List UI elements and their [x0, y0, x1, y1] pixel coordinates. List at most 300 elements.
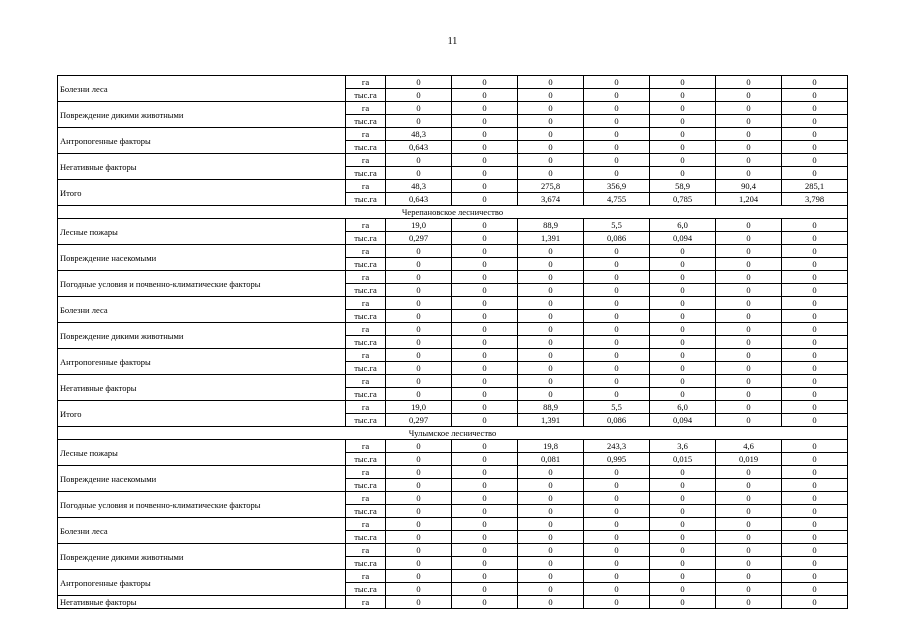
unit-cell: га: [346, 154, 386, 167]
value-cell: 0: [452, 193, 518, 206]
section-header-label: Черепановское лесничество: [58, 206, 848, 219]
row-label: Итого: [58, 401, 346, 427]
value-cell: 0: [452, 128, 518, 141]
value-cell: 3,798: [782, 193, 848, 206]
value-cell: 0: [584, 583, 650, 596]
value-cell: 0: [518, 167, 584, 180]
value-cell: 0: [452, 362, 518, 375]
value-cell: 0: [518, 375, 584, 388]
value-cell: 0: [518, 336, 584, 349]
value-cell: 0: [782, 128, 848, 141]
value-cell: 0: [716, 219, 782, 232]
value-cell: 0: [452, 245, 518, 258]
value-cell: 3,674: [518, 193, 584, 206]
unit-cell: га: [346, 271, 386, 284]
value-cell: 0,086: [584, 232, 650, 245]
value-cell: 0: [584, 596, 650, 609]
value-cell: 0: [386, 362, 452, 375]
value-cell: 0: [386, 89, 452, 102]
unit-cell: тыс.га: [346, 479, 386, 492]
table-row: [58, 180, 848, 193]
value-cell: 0: [518, 596, 584, 609]
value-cell: 0: [386, 154, 452, 167]
value-cell: 0: [650, 102, 716, 115]
value-cell: 0: [782, 570, 848, 583]
unit-cell: тыс.га: [346, 336, 386, 349]
unit-cell: га: [346, 180, 386, 193]
value-cell: 0: [584, 167, 650, 180]
value-cell: 0: [452, 414, 518, 427]
value-cell: 0: [584, 297, 650, 310]
value-cell: 0: [716, 557, 782, 570]
value-cell: 0: [452, 297, 518, 310]
value-cell: 0: [518, 323, 584, 336]
value-cell: 243,3: [584, 440, 650, 453]
value-cell: 0: [452, 466, 518, 479]
value-cell: 0: [782, 544, 848, 557]
value-cell: 6,0: [650, 219, 716, 232]
value-cell: 0: [452, 479, 518, 492]
value-cell: 5,5: [584, 219, 650, 232]
value-cell: 19,0: [386, 401, 452, 414]
unit-cell: га: [346, 102, 386, 115]
table-row: [58, 401, 848, 414]
value-cell: 0: [716, 570, 782, 583]
section-header-row: [58, 427, 848, 440]
value-cell: 0: [650, 141, 716, 154]
table-row: [58, 245, 848, 258]
unit-cell: тыс.га: [346, 414, 386, 427]
value-cell: 0: [386, 297, 452, 310]
value-cell: 0: [452, 323, 518, 336]
unit-cell: га: [346, 323, 386, 336]
value-cell: 0: [716, 323, 782, 336]
row-label: Болезни леса: [58, 518, 346, 544]
value-cell: 0: [584, 89, 650, 102]
value-cell: 0: [518, 297, 584, 310]
value-cell: 0: [518, 570, 584, 583]
unit-cell: га: [346, 401, 386, 414]
value-cell: 88,9: [518, 401, 584, 414]
value-cell: 0: [584, 349, 650, 362]
value-cell: 0: [650, 544, 716, 557]
row-label: Негативные факторы: [58, 375, 346, 401]
unit-cell: га: [346, 245, 386, 258]
unit-cell: га: [346, 544, 386, 557]
row-label: Итого: [58, 180, 346, 206]
value-cell: 0: [386, 596, 452, 609]
row-label: Повреждение дикими животными: [58, 102, 346, 128]
value-cell: 0: [452, 544, 518, 557]
value-cell: 0: [716, 388, 782, 401]
unit-cell: тыс.га: [346, 232, 386, 245]
row-label: Антропогенные факторы: [58, 349, 346, 375]
value-cell: 0: [518, 128, 584, 141]
page-number: 11: [447, 36, 458, 47]
value-cell: 0: [716, 258, 782, 271]
value-cell: 0: [452, 570, 518, 583]
unit-cell: га: [346, 570, 386, 583]
value-cell: 0: [386, 570, 452, 583]
value-cell: 0,995: [584, 453, 650, 466]
value-cell: 90,4: [716, 180, 782, 193]
unit-cell: га: [346, 128, 386, 141]
value-cell: 0,643: [386, 193, 452, 206]
unit-cell: га: [346, 440, 386, 453]
value-cell: 88,9: [518, 219, 584, 232]
value-cell: 0: [386, 323, 452, 336]
value-cell: 0: [650, 167, 716, 180]
value-cell: 0: [584, 271, 650, 284]
value-cell: 0: [452, 271, 518, 284]
value-cell: 0: [452, 102, 518, 115]
value-cell: 0: [518, 115, 584, 128]
row-label: Повреждение дикими животными: [58, 323, 346, 349]
value-cell: 0: [716, 466, 782, 479]
value-cell: 1,204: [716, 193, 782, 206]
value-cell: 0,094: [650, 232, 716, 245]
value-cell: 0: [716, 128, 782, 141]
value-cell: 19,0: [386, 219, 452, 232]
value-cell: 0: [650, 375, 716, 388]
table-row: [58, 544, 848, 557]
value-cell: 0: [518, 310, 584, 323]
unit-cell: тыс.га: [346, 505, 386, 518]
table-row: [58, 323, 848, 336]
row-label: Негативные факторы: [58, 596, 346, 609]
row-label: Болезни леса: [58, 76, 346, 102]
value-cell: 0: [452, 310, 518, 323]
value-cell: 0: [650, 154, 716, 167]
value-cell: 0: [782, 388, 848, 401]
unit-cell: га: [346, 596, 386, 609]
value-cell: 0: [452, 89, 518, 102]
value-cell: 0: [452, 349, 518, 362]
value-cell: 0,015: [650, 453, 716, 466]
value-cell: 0: [584, 362, 650, 375]
value-cell: 285,1: [782, 180, 848, 193]
value-cell: 0: [452, 115, 518, 128]
value-cell: 0: [386, 284, 452, 297]
table-row: [58, 518, 848, 531]
value-cell: 0: [782, 284, 848, 297]
value-cell: 0: [782, 401, 848, 414]
value-cell: 0: [518, 388, 584, 401]
value-cell: 5,5: [584, 401, 650, 414]
value-cell: 0: [452, 219, 518, 232]
value-cell: 4,6: [716, 440, 782, 453]
table-row: [58, 128, 848, 141]
value-cell: 0: [650, 284, 716, 297]
value-cell: 0: [386, 557, 452, 570]
value-cell: 0: [650, 245, 716, 258]
unit-cell: тыс.га: [346, 141, 386, 154]
value-cell: 0: [452, 232, 518, 245]
value-cell: 0: [716, 505, 782, 518]
table-row: [58, 219, 848, 232]
value-cell: 0: [650, 596, 716, 609]
value-cell: 0: [782, 414, 848, 427]
value-cell: 0: [518, 518, 584, 531]
value-cell: 0: [386, 466, 452, 479]
row-label: Болезни леса: [58, 297, 346, 323]
unit-cell: га: [346, 76, 386, 89]
value-cell: 0: [716, 297, 782, 310]
value-cell: 356,9: [584, 180, 650, 193]
value-cell: 0: [386, 271, 452, 284]
value-cell: 0: [782, 466, 848, 479]
value-cell: 0: [518, 76, 584, 89]
unit-cell: тыс.га: [346, 453, 386, 466]
value-cell: 0: [716, 596, 782, 609]
value-cell: 0,785: [650, 193, 716, 206]
value-cell: 0: [716, 102, 782, 115]
value-cell: 0: [518, 271, 584, 284]
value-cell: 0: [452, 154, 518, 167]
value-cell: 0: [452, 453, 518, 466]
unit-cell: тыс.га: [346, 362, 386, 375]
value-cell: 0,643: [386, 141, 452, 154]
value-cell: 0: [782, 349, 848, 362]
value-cell: 0: [452, 583, 518, 596]
value-cell: 0: [716, 141, 782, 154]
value-cell: 0: [650, 258, 716, 271]
value-cell: 0,297: [386, 414, 452, 427]
table-row: [58, 76, 848, 89]
value-cell: 0: [452, 596, 518, 609]
value-cell: 0: [782, 258, 848, 271]
value-cell: 0: [650, 349, 716, 362]
value-cell: 48,3: [386, 128, 452, 141]
table-row: [58, 440, 848, 453]
value-cell: 0: [716, 271, 782, 284]
value-cell: 0: [584, 388, 650, 401]
value-cell: 0: [386, 544, 452, 557]
value-cell: 0: [584, 245, 650, 258]
unit-cell: га: [346, 492, 386, 505]
value-cell: 0: [518, 505, 584, 518]
value-cell: 0: [782, 310, 848, 323]
unit-cell: га: [346, 466, 386, 479]
value-cell: 0: [386, 102, 452, 115]
unit-cell: тыс.га: [346, 310, 386, 323]
value-cell: 0: [518, 466, 584, 479]
value-cell: 0: [584, 128, 650, 141]
value-cell: 0: [716, 544, 782, 557]
value-cell: 0: [650, 297, 716, 310]
value-cell: 0: [782, 440, 848, 453]
value-cell: 0: [386, 479, 452, 492]
value-cell: 0: [650, 479, 716, 492]
unit-cell: га: [346, 349, 386, 362]
value-cell: 0: [584, 570, 650, 583]
value-cell: 0: [452, 375, 518, 388]
unit-cell: тыс.га: [346, 557, 386, 570]
value-cell: 3,6: [650, 440, 716, 453]
value-cell: 0,297: [386, 232, 452, 245]
value-cell: 0: [650, 115, 716, 128]
value-cell: 0: [716, 310, 782, 323]
table-row: [58, 154, 848, 167]
value-cell: 0: [650, 323, 716, 336]
value-cell: 0: [650, 466, 716, 479]
value-cell: 0: [584, 102, 650, 115]
value-cell: 0: [386, 167, 452, 180]
value-cell: 0: [584, 310, 650, 323]
value-cell: 0: [386, 310, 452, 323]
value-cell: 0: [584, 141, 650, 154]
value-cell: 0: [452, 180, 518, 193]
value-cell: 0: [386, 375, 452, 388]
value-cell: 0: [452, 388, 518, 401]
value-cell: 0: [452, 76, 518, 89]
value-cell: 0: [650, 505, 716, 518]
value-cell: 0: [782, 219, 848, 232]
value-cell: 0: [782, 596, 848, 609]
value-cell: 0: [650, 310, 716, 323]
value-cell: 0: [716, 401, 782, 414]
value-cell: 0: [452, 531, 518, 544]
value-cell: 0: [452, 557, 518, 570]
value-cell: 0: [518, 154, 584, 167]
unit-cell: тыс.га: [346, 89, 386, 102]
section-header-label: Чулымское лесничество: [58, 427, 848, 440]
value-cell: 0: [452, 141, 518, 154]
value-cell: 0: [716, 284, 782, 297]
value-cell: 0: [452, 167, 518, 180]
value-cell: 0: [782, 154, 848, 167]
row-label: Погодные условия и почвенно-климатические факторы: [58, 492, 346, 518]
value-cell: 0: [386, 440, 452, 453]
value-cell: 0: [518, 245, 584, 258]
value-cell: 0: [716, 518, 782, 531]
unit-cell: тыс.га: [346, 193, 386, 206]
unit-cell: тыс.га: [346, 167, 386, 180]
value-cell: 0: [716, 375, 782, 388]
value-cell: 0: [716, 349, 782, 362]
table-row: [58, 349, 848, 362]
value-cell: 0: [782, 505, 848, 518]
value-cell: 0: [650, 518, 716, 531]
value-cell: 0: [782, 232, 848, 245]
value-cell: 0: [518, 531, 584, 544]
value-cell: 4,755: [584, 193, 650, 206]
value-cell: 0: [518, 557, 584, 570]
value-cell: 0: [782, 89, 848, 102]
value-cell: 0: [650, 557, 716, 570]
value-cell: 0: [518, 362, 584, 375]
value-cell: 0: [386, 492, 452, 505]
value-cell: 0: [650, 128, 716, 141]
value-cell: 0: [584, 115, 650, 128]
value-cell: 0: [584, 544, 650, 557]
value-cell: 0: [650, 362, 716, 375]
value-cell: 0: [584, 479, 650, 492]
row-label: Погодные условия и почвенно-климатические факторы: [58, 271, 346, 297]
value-cell: 0: [386, 518, 452, 531]
value-cell: 1,391: [518, 414, 584, 427]
value-cell: 0: [518, 583, 584, 596]
value-cell: 0: [584, 76, 650, 89]
row-label: Антропогенные факторы: [58, 570, 346, 596]
value-cell: 0: [782, 102, 848, 115]
value-cell: 0: [782, 518, 848, 531]
value-cell: 0: [518, 89, 584, 102]
value-cell: 0: [716, 583, 782, 596]
value-cell: 0: [650, 583, 716, 596]
value-cell: 58,9: [650, 180, 716, 193]
table-row: [58, 375, 848, 388]
unit-cell: га: [346, 219, 386, 232]
value-cell: 0: [386, 583, 452, 596]
value-cell: 0: [452, 492, 518, 505]
value-cell: 0: [518, 102, 584, 115]
value-cell: 0: [584, 284, 650, 297]
value-cell: 0: [386, 453, 452, 466]
value-cell: 0: [386, 76, 452, 89]
value-cell: 0: [518, 141, 584, 154]
value-cell: 0: [782, 271, 848, 284]
value-cell: 0: [716, 531, 782, 544]
value-cell: 0: [584, 466, 650, 479]
value-cell: 0: [452, 284, 518, 297]
negative-factors-table: [57, 75, 848, 609]
value-cell: 0,086: [584, 414, 650, 427]
value-cell: 0: [518, 284, 584, 297]
unit-cell: тыс.га: [346, 284, 386, 297]
value-cell: 0: [782, 479, 848, 492]
value-cell: 0: [782, 453, 848, 466]
row-label: Повреждение насекомыми: [58, 245, 346, 271]
value-cell: 0: [782, 141, 848, 154]
value-cell: 6,0: [650, 401, 716, 414]
value-cell: 0: [782, 245, 848, 258]
value-cell: 0: [716, 414, 782, 427]
value-cell: 0: [518, 349, 584, 362]
value-cell: 0: [782, 557, 848, 570]
value-cell: 0: [584, 258, 650, 271]
value-cell: 0,019: [716, 453, 782, 466]
table-row: [58, 271, 848, 284]
value-cell: 0: [584, 557, 650, 570]
value-cell: 0: [716, 245, 782, 258]
unit-cell: тыс.га: [346, 115, 386, 128]
value-cell: 0: [386, 388, 452, 401]
table-row: [58, 466, 848, 479]
value-cell: 0: [782, 362, 848, 375]
value-cell: 0: [386, 115, 452, 128]
value-cell: 0: [716, 362, 782, 375]
value-cell: 0: [386, 336, 452, 349]
table-row: [58, 102, 848, 115]
value-cell: 0: [782, 297, 848, 310]
value-cell: 0: [584, 323, 650, 336]
value-cell: 0: [584, 336, 650, 349]
value-cell: 0: [650, 271, 716, 284]
value-cell: 0: [584, 492, 650, 505]
value-cell: 0: [782, 167, 848, 180]
value-cell: 0: [518, 479, 584, 492]
value-cell: 0: [716, 167, 782, 180]
value-cell: 0: [782, 336, 848, 349]
row-label: Лесные пожары: [58, 219, 346, 245]
value-cell: 0: [584, 154, 650, 167]
value-cell: 0: [782, 531, 848, 544]
value-cell: 0: [452, 518, 518, 531]
value-cell: 0: [650, 388, 716, 401]
value-cell: 48,3: [386, 180, 452, 193]
unit-cell: га: [346, 375, 386, 388]
